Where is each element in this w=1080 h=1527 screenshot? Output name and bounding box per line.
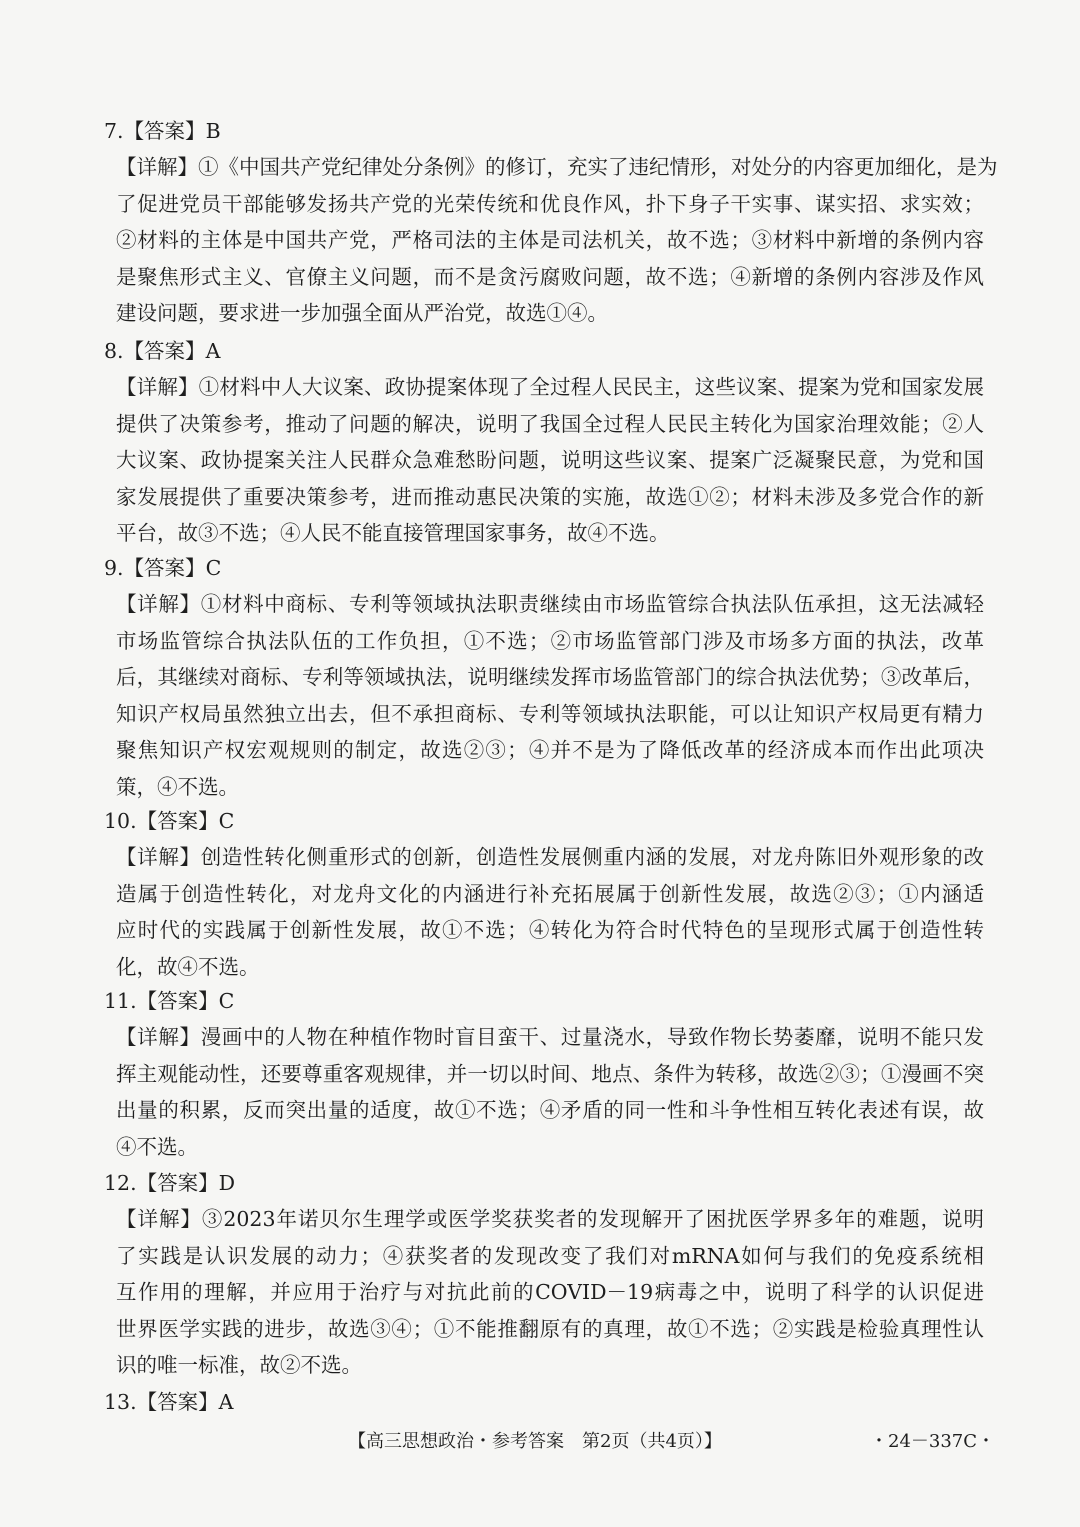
answer-label: 【答案】 — [136, 1171, 219, 1195]
answer-line — [104, 1384, 984, 1420]
explanation-line: 平台，故③不选；④人民不能直接管理国家事务，故④不选。 — [116, 521, 670, 546]
answer-letter: A — [205, 339, 221, 363]
answer-label: 【答案】 — [123, 119, 206, 143]
question-number: 10. — [104, 809, 137, 833]
explanation — [116, 149, 998, 332]
explanation-line: 造属于创造性转化，对龙舟文化的内涵进行补充拓展属于创新性发展，故选②③；①内涵适 — [116, 881, 984, 906]
question-12 — [104, 1165, 984, 1384]
question-13 — [104, 1384, 984, 1420]
answer-label: 【答案】 — [136, 809, 219, 833]
footer-code: ・24－337C・ — [870, 1431, 996, 1452]
explanation-line: 是聚焦形式主义、官僚主义问题，而不是贪污腐败问题，故不选；④新增的条例内容涉及作风 — [116, 264, 984, 289]
answer-label: 【答案】 — [123, 339, 206, 363]
answer-line — [104, 113, 984, 149]
answer-letter: C — [205, 556, 222, 580]
question-8 — [104, 333, 984, 552]
answer-line — [104, 550, 984, 586]
explanation-line: 聚焦知识产权宏观规则的制定，故选②③；④并不是为了降低改革的经济成本而作出此项决 — [116, 738, 984, 763]
explanation-line: 大议案、政协提案关注人民群众急难愁盼问题，说明这些议案、提案广泛凝聚民意，为党和国 — [116, 448, 984, 473]
explanation-line: 应时代的实践属于创新性发展，故①不选；④转化为符合时代特色的呈现形式属于创造性转 — [116, 918, 984, 943]
answer-line — [104, 1165, 984, 1201]
explanation-line: 挥主观能动性，还要尊重客观规律，并一切以时间、地点、条件为转移，故选②③；①漫画不突 — [116, 1061, 984, 1086]
answer-line — [104, 803, 984, 839]
question-9 — [104, 550, 984, 806]
explanation-line: 后，其继续对商标、专利等领域执法，说明继续发挥市场监管部门的综合执法优势；③改革后， — [116, 665, 984, 690]
answer-label: 【答案】 — [123, 556, 206, 580]
explanation-line: ④不选。 — [116, 1134, 198, 1159]
explanation-line: 策，④不选。 — [116, 774, 239, 799]
explanation-line: 化，故④不选。 — [116, 954, 260, 979]
answer-label: 【答案】 — [136, 1390, 219, 1414]
answer-letter: C — [218, 809, 235, 833]
explanation-line: 出量的积累，反而突出量的适度，故①不选；④矛盾的同一性和斗争性相互转化表述有误，故 — [116, 1098, 984, 1123]
question-number: 13. — [104, 1390, 137, 1414]
explanation-line: 了实践是认识发展的动力；④获奖者的发现改变了我们对mRNA如何与我们的免疫系统相 — [116, 1243, 984, 1268]
question-number: 11. — [104, 989, 137, 1013]
explanation-line: 了促进党员干部能够发扬共产党的光荣传统和优良作风，扑下身子干实事、谋实招、求实效； — [116, 191, 984, 216]
footer-title: 【高三思想政治・参考答案 第2页（共4页）】 — [348, 1431, 722, 1452]
explanation-line: 建设问题，要求进一步加强全面从严治党，故选①④。 — [116, 301, 608, 326]
explanation-line: 互作用的理解，并应用于治疗与对抗此前的COVID－19病毒之中，说明了科学的认识促进 — [116, 1280, 984, 1305]
question-number: 8. — [104, 339, 124, 363]
explanation-line: 市场监管综合执法队伍的工作负担，①不选；②市场监管部门涉及市场多方面的执法，改革 — [116, 628, 984, 653]
explanation-line: 【详解】③2023年诺贝尔生理学或医学奖获奖者的发现解开了困扰医学界多年的难题，说明 — [116, 1207, 984, 1231]
answer-letter: D — [218, 1171, 236, 1195]
explanation — [116, 1019, 984, 1165]
explanation-line: ②材料的主体是中国共产党，严格司法的主体是司法机关，故不选；③材料中新增的条例内容 — [116, 228, 984, 253]
explanation-line: 世界医学实践的进步，故选③④；①不能推翻原有的真理，故①不选；②实践是检验真理性认 — [116, 1316, 984, 1341]
question-number: 7. — [104, 119, 124, 143]
question-7 — [104, 113, 998, 332]
explanation-line: 【详解】创造性转化侧重形式的创新，创造性发展侧重内涵的发展，对龙舟陈旧外观形象的改 — [116, 845, 984, 869]
answer-letter: B — [205, 119, 221, 143]
explanation-line: 【详解】漫画中的人物在种植作物时盲目蛮干、过量浇水，导致作物长势萎靡，说明不能只发 — [116, 1025, 984, 1049]
explanation-line: 【详解】①材料中人大议案、政协提案体现了全过程人民民主，这些议案、提案为党和国家发展 — [116, 375, 984, 399]
explanation — [116, 839, 984, 985]
answer-letter: A — [218, 1390, 234, 1414]
explanation-line: 提供了决策参考，推动了问题的解决，说明了我国全过程人民民主转化为国家治理效能；②人 — [116, 411, 984, 436]
page-footer — [0, 1426, 1080, 1458]
answer-label: 【答案】 — [136, 989, 219, 1013]
question-11 — [104, 983, 984, 1165]
question-10 — [104, 803, 984, 985]
question-number: 9. — [104, 556, 124, 580]
answer-line — [104, 983, 984, 1019]
explanation-line: 【详解】①《中国共产党纪律处分条例》的修订，充实了违纪情形，对处分的内容更加细化，是为 — [116, 155, 998, 179]
question-number: 12. — [104, 1171, 137, 1195]
explanation-line: 知识产权局虽然独立出去，但不承担商标、专利等领域执法职能，可以让知识产权局更有精力 — [116, 701, 984, 726]
explanation-line: 【详解】①材料中商标、专利等领域执法职责继续由市场监管综合执法队伍承担，这无法减轻 — [116, 592, 984, 616]
explanation-line: 家发展提供了重要决策参考，进而推动惠民决策的实施，故选①②；材料未涉及多党合作的新 — [116, 484, 984, 509]
answer-line — [104, 333, 984, 369]
explanation — [116, 586, 984, 806]
explanation — [116, 369, 984, 552]
answer-letter: C — [218, 989, 235, 1013]
explanation — [116, 1201, 984, 1384]
explanation-line: 识的唯一标准，故②不选。 — [116, 1353, 362, 1378]
